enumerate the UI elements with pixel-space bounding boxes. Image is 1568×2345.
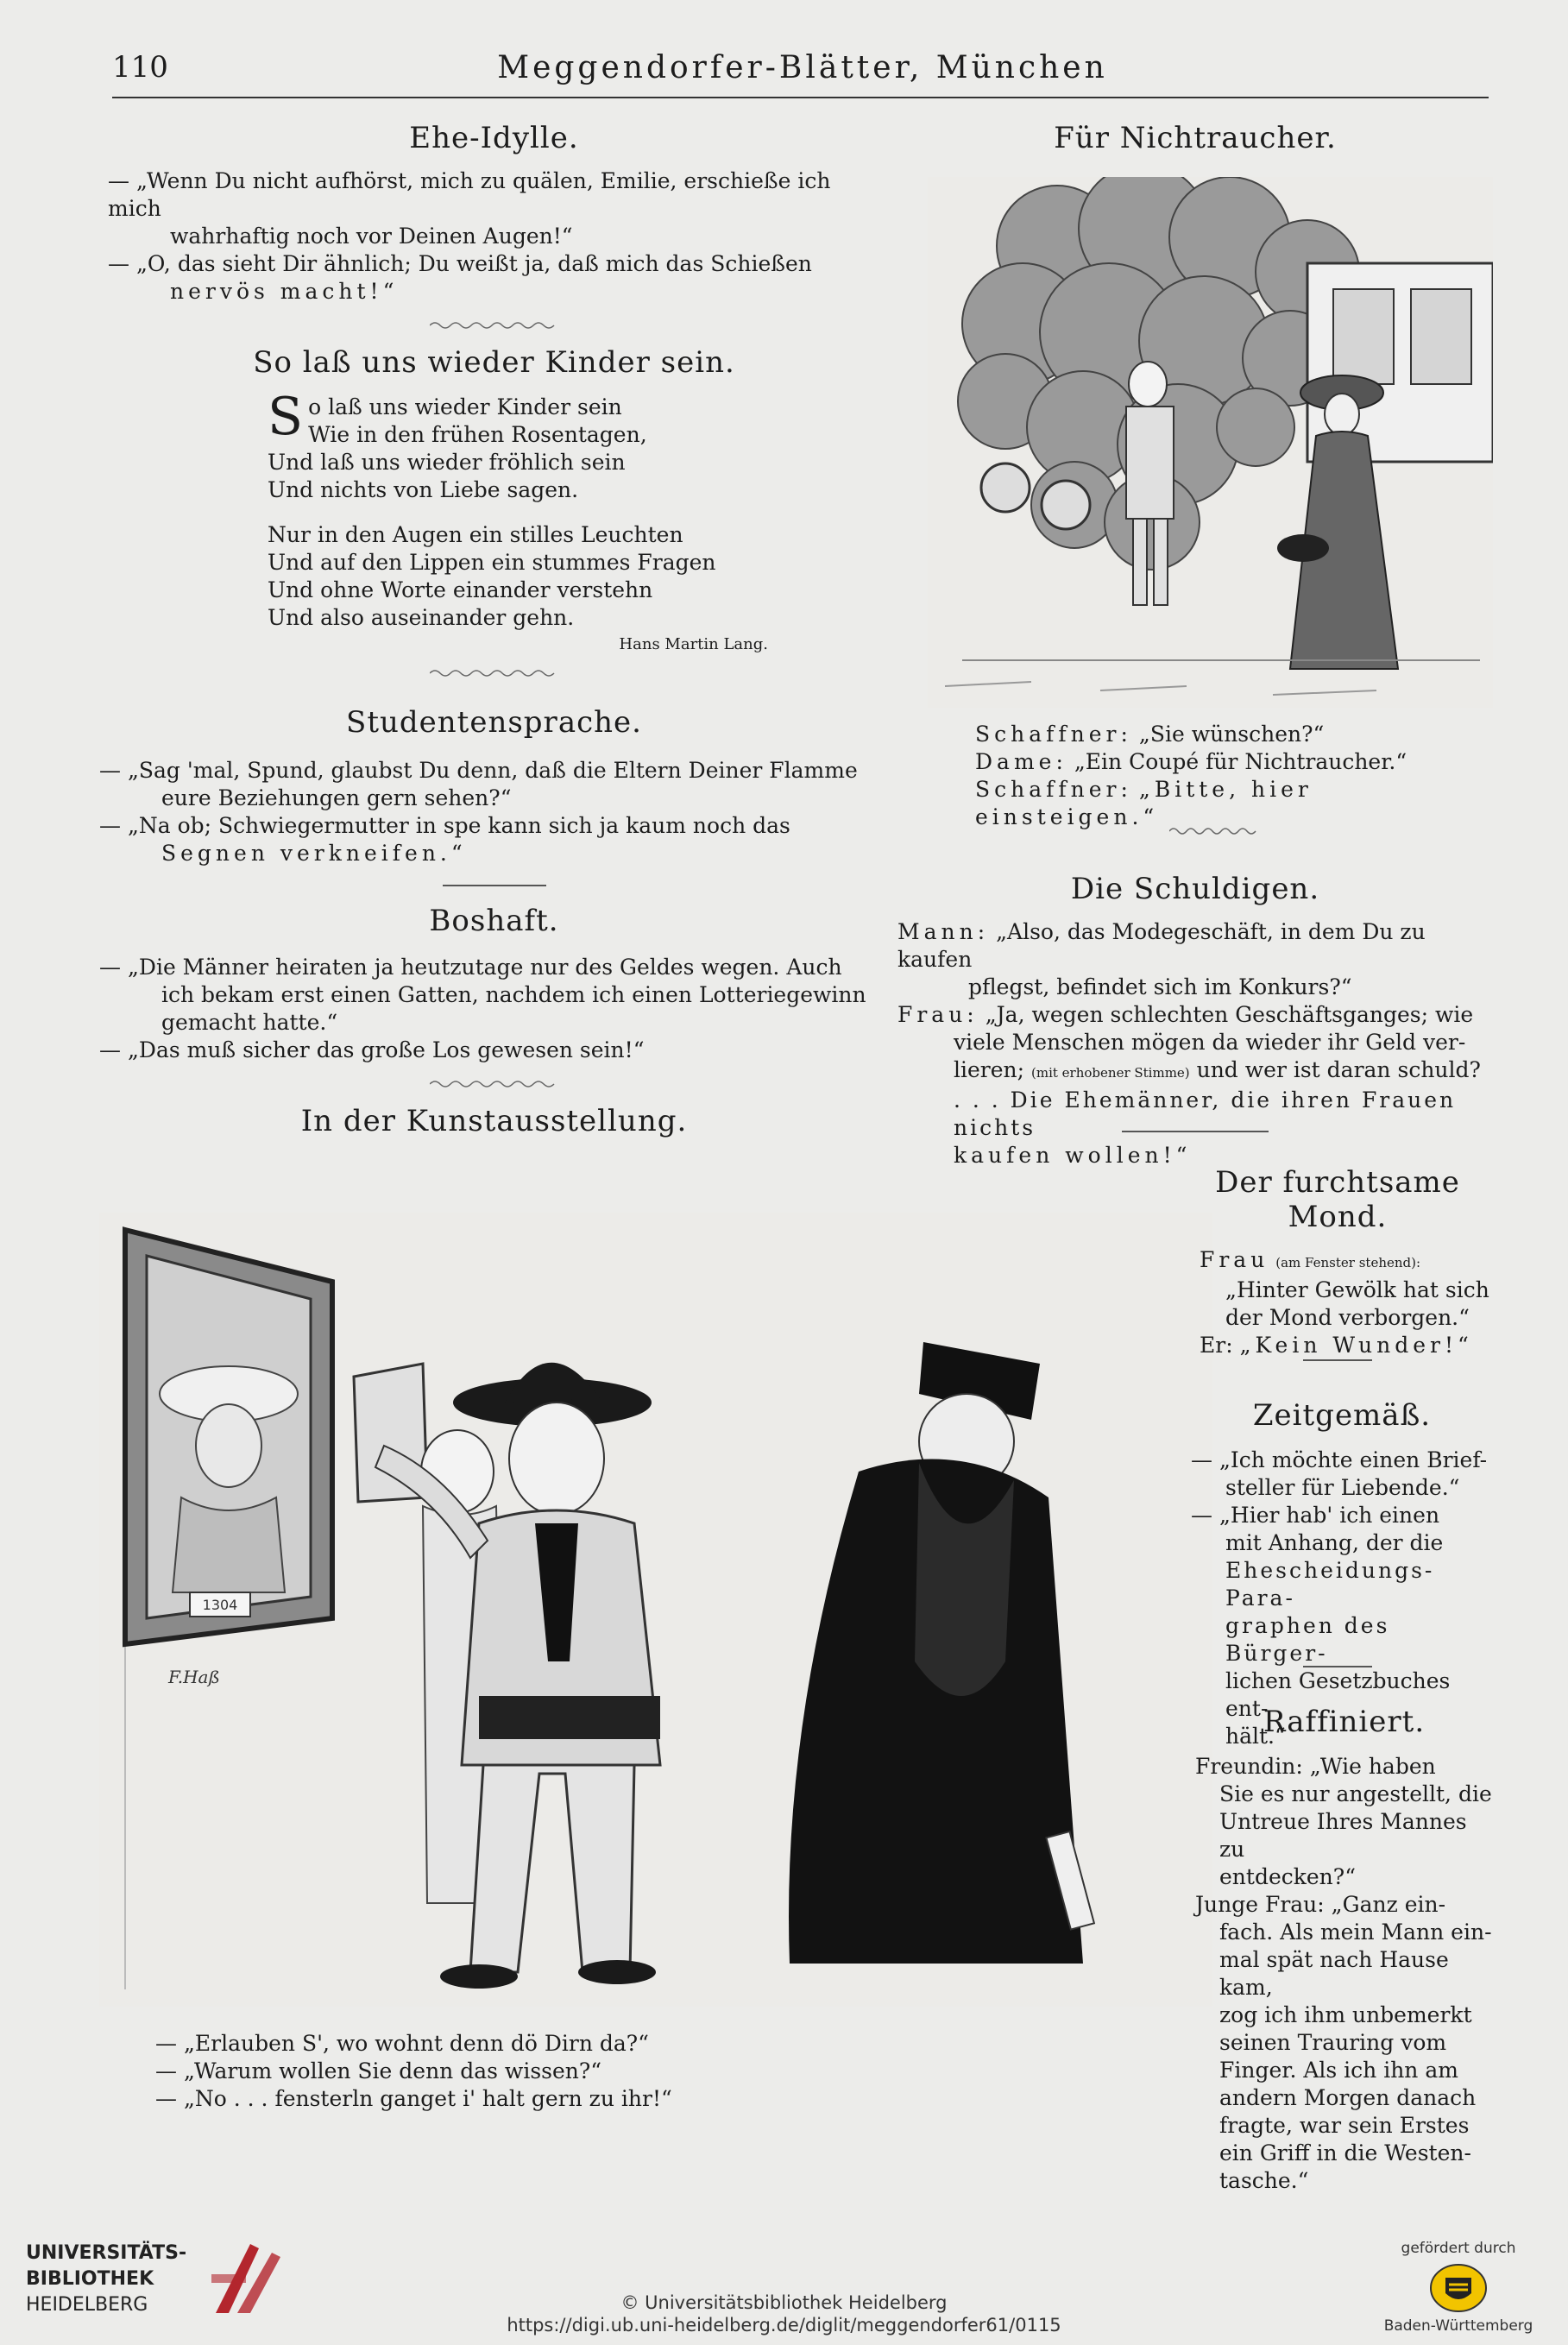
- kunstausstellung-section: [99, 1104, 889, 1138]
- left-column: [99, 121, 889, 1138]
- speaker-label: Frau:: [897, 1002, 979, 1027]
- text-line: Segnen verkneifen.“: [161, 841, 467, 866]
- running-title: Meggendorfer-Blätter, München: [497, 50, 1108, 85]
- zeitgemaess-section: [1191, 1398, 1493, 1750]
- text-line: — „O, das sieht Dir ähnlich; Du weißt ja, daß mich das Schießen: [108, 251, 812, 276]
- text-line: — „Sag 'mal, Spund, glaubst Du denn, daß die Eltern Deiner Flamme: [99, 758, 858, 783]
- text-line: Finger. Als ich ihn am: [1219, 2058, 1458, 2083]
- nichtraucher-title: Für Nichtraucher.: [1054, 121, 1337, 155]
- text-line: pflegst, befindet sich im Konkurs?“: [968, 974, 1352, 999]
- text-line: — „Na ob; Schwiegermutter in spe kann sich ja kaum noch das: [99, 813, 790, 838]
- wavy-divider: [430, 319, 559, 331]
- poem-line: Und ohne Worte einander verstehn: [268, 577, 653, 602]
- text-line: „Ja, wegen schlechten Geschäftsganges; wie: [985, 1002, 1474, 1027]
- header-rule: [112, 97, 1489, 98]
- speaker-label: Schaffner:: [975, 722, 1132, 747]
- nichtraucher-dialogue: [975, 721, 1493, 831]
- caption-line: — „No . . . fensterln ganget i' halt gern zu ihr!“: [155, 2086, 672, 2111]
- text-line: Untreue Ihres Mannes zu: [1219, 1809, 1467, 1862]
- state-name: Baden-Württemberg: [1383, 2317, 1533, 2335]
- poem-author: Hans Martin Lang.: [619, 635, 768, 653]
- text-line: — „Hier hab' ich einen: [1191, 1503, 1440, 1528]
- text-line: lieren;: [954, 1057, 1025, 1082]
- kunstausstellung-title: In der Kunstausstellung.: [300, 1104, 688, 1138]
- text-line: — „Wenn Du nicht aufhörst, mich zu quälen, Emilie, erschieße ich mich: [108, 168, 831, 221]
- artist-signature: F.Haß: [168, 1667, 220, 1687]
- text-line: — „Die Männer heiraten ja heutzutage nur des Geldes wegen. Auch: [99, 955, 842, 980]
- dialogue-text: „Ein Coupé für Nichtraucher.“: [1074, 749, 1407, 774]
- mond-section: [1182, 1165, 1493, 1359]
- nichtraucher-illustration: [928, 177, 1493, 708]
- kunstausstellung-illustration: [99, 1213, 1212, 2007]
- dialogue-text: „Bitte, hier einsteigen.“: [975, 777, 1313, 829]
- funded-by-text: gefördert durch: [1401, 2240, 1516, 2257]
- text-line: Ehescheidungs-Para-: [1225, 1558, 1435, 1611]
- page-number: 110: [112, 50, 168, 85]
- ehe-idylle-section: [99, 121, 889, 306]
- text-line: ein Griff in die Westen-: [1219, 2140, 1471, 2165]
- rule-divider: [1303, 1666, 1372, 1667]
- text-line: Junge Frau: „Ganz ein-: [1195, 1892, 1446, 1917]
- text-line: mit Anhang, der die: [1225, 1530, 1444, 1555]
- speaker-label: Dame:: [975, 749, 1067, 774]
- schuldigen-section: [897, 872, 1493, 1169]
- speaker-label: Frau: [1200, 1247, 1269, 1272]
- stage-direction: (am Fenster stehend):: [1275, 1255, 1421, 1270]
- text-line: hält.“: [1225, 1724, 1286, 1749]
- caption-line: — „Erlauben S', wo wohnt denn dö Dirn da?“: [155, 2031, 649, 2056]
- page-header: [112, 43, 1493, 95]
- text-line: entdecken?“: [1219, 1864, 1356, 1889]
- text-line: nervös macht!“: [170, 279, 399, 304]
- zeitgemaess-title: Zeitgemäß.: [1252, 1398, 1432, 1433]
- poem-line: o laß uns wieder Kinder sein: [308, 394, 622, 419]
- mond-title: Der furchtsame Mond.: [1215, 1165, 1460, 1234]
- wavy-divider: [1169, 824, 1264, 841]
- poem-line: Nur in den Augen ein stilles Leuchten: [268, 522, 683, 547]
- footer-center: [0, 2292, 1568, 2336]
- kunstausstellung-caption: [155, 2030, 811, 2113]
- right-column: [897, 121, 1493, 155]
- text-line: „Kein Wunder!“: [1239, 1333, 1473, 1358]
- stage-direction: (mit erhobener Stimme): [1031, 1065, 1190, 1081]
- text-line: — „Ich möchte einen Brief-: [1191, 1447, 1488, 1472]
- state-crest-icon: [1428, 2262, 1489, 2314]
- funding-logo: [1372, 2240, 1545, 2335]
- poem-line: Und also auseinander gehn.: [268, 605, 575, 630]
- text-line: kaufen wollen!“: [954, 1143, 1192, 1168]
- text-line: lichen Gesetzbuches ent-: [1225, 1668, 1451, 1721]
- text-line: ich bekam erst einen Gatten, nachdem ich einen Lotteriegewinn: [161, 982, 866, 1007]
- raffiniert-title: Raffiniert.: [1263, 1705, 1426, 1739]
- boshaft-title: Boshaft.: [429, 904, 559, 938]
- schuldigen-title: Die Schuldigen.: [1070, 872, 1320, 906]
- text-line: — „Das muß sicher das große Los gewesen sein!“: [99, 1037, 645, 1062]
- copyright-text: © Universitätsbibliothek Heidelberg: [620, 2292, 948, 2313]
- poem-line: Und auf den Lippen ein stummes Fragen: [268, 550, 716, 575]
- text-line: und wer ist daran schuld?: [1196, 1057, 1481, 1082]
- library-name-line: UNIVERSITÄTS-: [26, 2242, 187, 2264]
- text-line: Freundin: „Wie haben: [1195, 1754, 1436, 1779]
- text-line: tasche.“: [1219, 2168, 1309, 2193]
- text-line: wahrhaftig noch vor Deinen Augen!“: [170, 224, 573, 249]
- text-line: graphen des Bürger-: [1225, 1613, 1390, 1666]
- wavy-divider: [430, 1078, 559, 1090]
- text-line: Sie es nur angestellt, die: [1219, 1781, 1492, 1806]
- source-url[interactable]: https://digi.ub.uni-heidelberg.de/diglit/meggendorfer61/0115: [507, 2315, 1061, 2336]
- poem-line: Und laß uns wieder fröhlich sein: [268, 450, 626, 475]
- rule-divider: [1303, 1359, 1372, 1361]
- text-line: . . . Die Ehemänner, die ihren Frauen nichts: [954, 1087, 1457, 1140]
- rule-divider: [1122, 1131, 1269, 1132]
- nichtraucher-section: [897, 121, 1493, 155]
- poem-line: Und nichts von Liebe sagen.: [268, 477, 579, 502]
- text-line: „Hinter Gewölk hat sich: [1225, 1277, 1489, 1302]
- text-line: „Also, das Modegeschäft, in dem Du zu kaufen: [897, 919, 1426, 972]
- ehe-idylle-title: Ehe-Idylle.: [409, 121, 579, 155]
- boshaft-section: [99, 904, 889, 1064]
- text-line: mal spät nach Hause kam,: [1219, 1947, 1449, 2000]
- text-line: gemacht hatte.“: [161, 1010, 338, 1035]
- text-line: fragte, war sein Erstes: [1219, 2113, 1470, 2138]
- library-name-line: HEIDELBERG: [26, 2294, 148, 2316]
- text-line: eure Beziehungen gern sehen?“: [161, 785, 512, 810]
- kinder-section: [99, 345, 889, 653]
- caption-line: — „Warum wollen Sie denn das wissen?“: [155, 2058, 602, 2083]
- dialogue-text: „Sie wünschen?“: [1138, 722, 1325, 747]
- poem-line: Wie in den frühen Rosentagen,: [308, 422, 647, 447]
- text-line: der Mond verborgen.“: [1225, 1305, 1470, 1330]
- wavy-divider: [430, 667, 559, 679]
- raffiniert-section: [1195, 1705, 1493, 2195]
- kinder-title: So laß uns wieder Kinder sein.: [253, 345, 735, 380]
- rule-divider: [443, 885, 546, 886]
- text-line: zog ich ihm unbemerkt: [1219, 2002, 1472, 2027]
- text-line: steller für Liebende.“: [1225, 1475, 1460, 1500]
- studentensprache-title: Studentensprache.: [346, 705, 642, 740]
- speaker-label: Schaffner:: [975, 777, 1132, 802]
- library-name-line: BIBLIOTHEK: [26, 2268, 154, 2290]
- studentensprache-section: [99, 705, 889, 867]
- speaker-label: Mann:: [897, 919, 990, 944]
- speaker-label: Er:: [1200, 1333, 1233, 1358]
- text-line: seinen Trauring vom: [1219, 2030, 1447, 2055]
- picture-number-label: 1304: [202, 1597, 238, 1613]
- text-line: andern Morgen danach: [1219, 2085, 1477, 2110]
- drop-cap: S: [268, 387, 304, 447]
- text-line: viele Menschen mögen da wieder ihr Geld ver-: [954, 1030, 1466, 1055]
- text-line: fach. Als mein Mann ein-: [1219, 1919, 1492, 1945]
